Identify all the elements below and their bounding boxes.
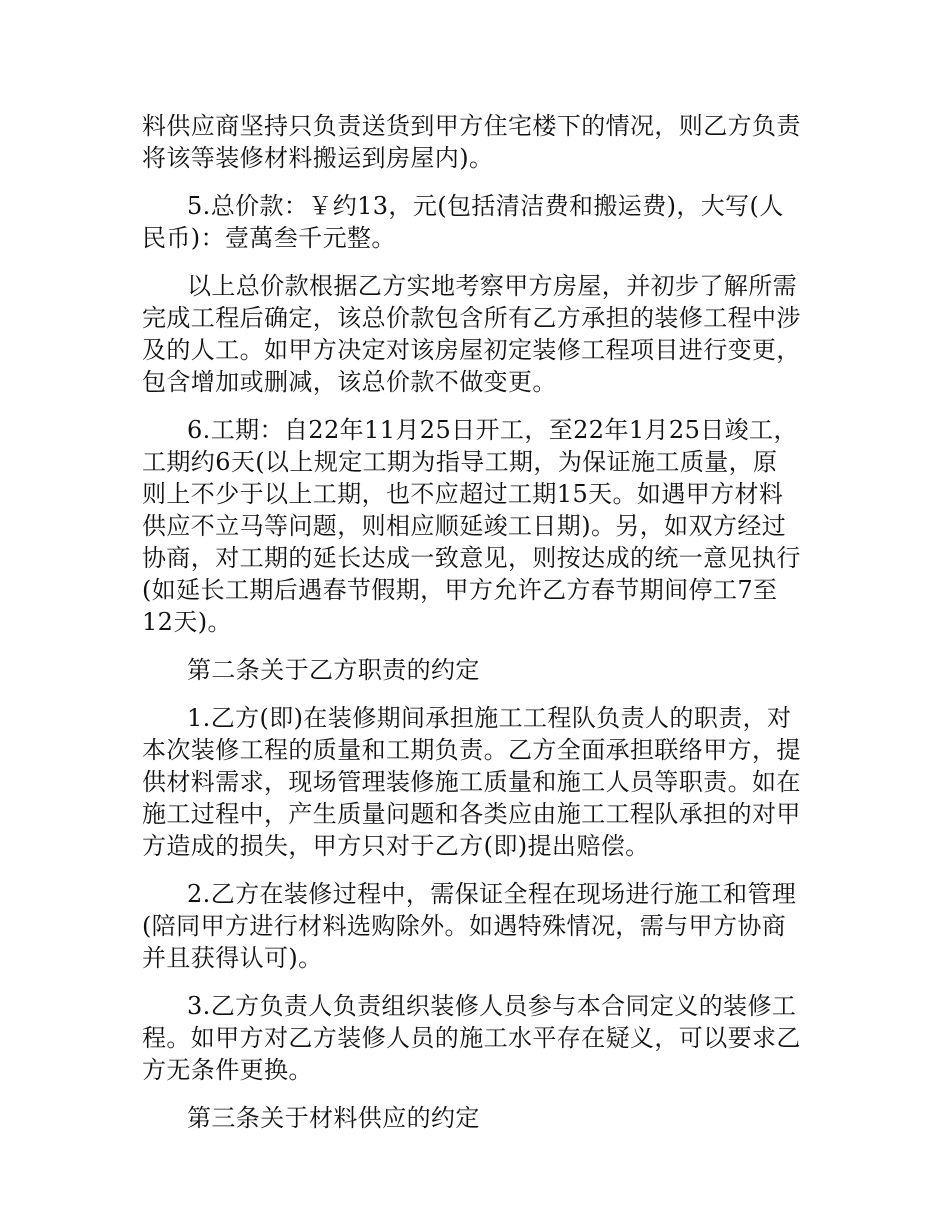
text-line: 施工过程中，产生质量问题和各类应由施工工程队承担的对甲 [142, 800, 801, 828]
paragraph-party-b-duty-3 [142, 990, 810, 1086]
text-line: 12天)。 [142, 608, 232, 636]
text-line: 本次装修工程的质量和工期负责。乙方全面承担联络甲方，提 [142, 736, 801, 764]
text-line: 1.乙方(即)在装修期间承担施工工程队负责人的职责，对 [187, 704, 792, 732]
text-line: 料供应商坚持只负责送货到甲方住宅楼下的情况，则乙方负责 [142, 112, 801, 140]
text-line: 供应不立马等问题，则相应顺延竣工日期)。另，如双方经过 [142, 512, 787, 540]
paragraph-price-basis [142, 270, 810, 398]
text-line: 供材料需求，现场管理装修施工质量和施工人员等职责。如在 [142, 768, 801, 796]
text-line: 民币)：壹萬叁千元整。 [142, 224, 396, 252]
heading-line: 第二条关于乙方职责的约定 [187, 656, 480, 684]
paragraph-schedule [142, 414, 810, 638]
text-line: 则上不少于以上工期，也不应超过工期15天。如遇甲方材料 [142, 480, 784, 508]
heading-line: 第三条关于材料供应的约定 [187, 1104, 480, 1132]
paragraph-total-price [142, 190, 810, 254]
text-line: 程。如甲方对乙方装修人员的施工水平存在疑义，可以要求乙 [142, 1024, 801, 1052]
section-heading-article-2 [142, 654, 810, 686]
document-page [142, 110, 810, 1150]
text-line: 以上总价款根据乙方实地考察甲方房屋，并初步了解所需 [187, 272, 797, 300]
text-line: 将该等装修材料搬运到房屋内)。 [142, 144, 494, 172]
paragraph-party-b-duty-2 [142, 878, 810, 974]
paragraph-material-delivery [142, 110, 810, 174]
text-line: 工期约6天(以上规定工期为指导工期，为保证施工质量，原 [142, 448, 778, 476]
paragraph-party-b-duty-1 [142, 702, 810, 862]
text-line: 3.乙方负责人负责组织装修人员参与本合同定义的装修工 [187, 992, 797, 1020]
text-line: 完成工程后确定，该总价款包含所有乙方承担的装修工程中涉 [142, 304, 801, 332]
text-line: 协商，对工期的延长达成一致意见，则按达成的统一意见执行 [142, 544, 801, 572]
section-heading-article-3 [142, 1102, 810, 1134]
text-line: 并且获得认可)。 [142, 944, 323, 972]
text-line: (如延长工期后遇春节假期，甲方允许乙方春节期间停工7至 [142, 576, 778, 604]
text-line: 6.工期：自22年11月25日开工，至22年1月25日竣工， [187, 416, 798, 444]
text-line: 方无条件更换。 [142, 1056, 313, 1084]
text-line: 2.乙方在装修过程中，需保证全程在现场进行施工和管理 [187, 880, 797, 908]
text-line: 及的人工。如甲方决定对该房屋初定装修工程项目进行变更， [142, 336, 801, 364]
text-line: (陪同甲方进行材料选购除外。如遇特殊情况，需与甲方协商 [142, 912, 787, 940]
text-line: 5.总价款：￥约13，元(包括清洁费和搬运费)，大写(人 [187, 192, 784, 220]
text-line: 包含增加或删减，该总价款不做变更。 [142, 368, 557, 396]
text-line: 方造成的损失，甲方只对于乙方(即)提出赔偿。 [142, 832, 650, 860]
